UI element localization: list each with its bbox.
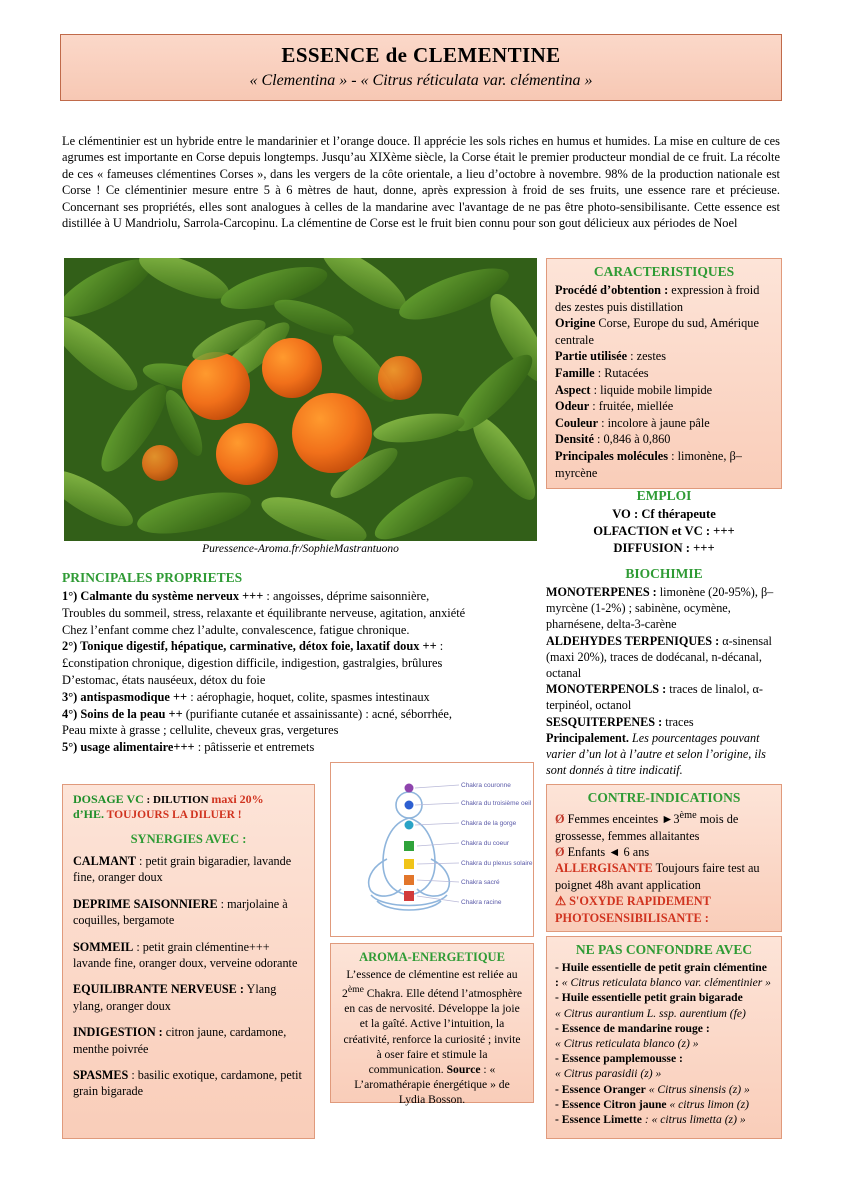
dosage-he-line bbox=[73, 807, 304, 822]
chakra-label-4: Chakra du plexus solaire bbox=[461, 860, 533, 867]
synergies-heading: SYNERGIES AVEC : bbox=[130, 832, 247, 846]
car-label: Aspect bbox=[555, 382, 591, 397]
proprietes-item bbox=[62, 706, 532, 723]
aroma-text-part2: Chakra. Elle détend l’atmosphère en cas de nervosité. Développe la joie et la gaîté. Active l’intuition, la créativité, renforce la curiosité ; invite à oser faire et stimule la communication. bbox=[343, 987, 522, 1077]
document-title-box bbox=[60, 34, 782, 101]
prop-bold: 5°) usage alimentaire+++ bbox=[62, 740, 195, 755]
biochimie-group bbox=[546, 714, 782, 730]
ne-pas-confondre-box bbox=[546, 936, 782, 1139]
bio-label: MONOTERPENOLS : bbox=[546, 682, 667, 697]
nc-label: - Huile essentielle de petit grain clémentine : bbox=[555, 961, 767, 990]
proprietes-item bbox=[62, 588, 532, 605]
synergy-item bbox=[73, 981, 304, 1014]
emploi-line: OLFACTION et VC : +++ bbox=[593, 524, 735, 538]
contre-heading: CONTRE-INDICATIONS bbox=[587, 790, 741, 805]
caracteristiques-row bbox=[555, 415, 773, 432]
prop-rest: Troubles du sommeil, stress, relaxante et équilibrante nerveuse, agitation, anxiété bbox=[62, 605, 466, 620]
aroma-source-label: Source bbox=[446, 1063, 481, 1077]
prop-rest: £constipation chronique, digestion difficile, indigestion, gastralgies, brûlures bbox=[62, 656, 443, 671]
car-label: Partie utilisée bbox=[555, 349, 628, 364]
contre-item bbox=[555, 844, 773, 860]
aroma-text-part3: : « L’aromathérapie énergétique » de Lydia Bosson. bbox=[354, 1063, 510, 1107]
forbidden-icon: Ø bbox=[555, 844, 565, 859]
contre-text: Enfants ◄ 6 ans bbox=[564, 844, 650, 859]
chakra-label-0: Chakra couronne bbox=[461, 782, 511, 789]
aroma-text-part1: L’essence de clémentine est reliée au 2 bbox=[342, 968, 518, 1001]
biochimie-note bbox=[546, 730, 782, 779]
caracteristiques-row bbox=[555, 382, 773, 399]
prop-bold: 1°) Calmante du système nerveux +++ bbox=[62, 589, 264, 603]
nc-value: « Citrus sinensis (z) » bbox=[645, 1082, 750, 1096]
proprietes-item bbox=[62, 739, 532, 756]
emploi-box bbox=[546, 488, 782, 557]
nc-label: - Essence pamplemousse : bbox=[555, 1052, 683, 1066]
car-label: Densité bbox=[555, 432, 594, 447]
allergisante-label: ALLERGISANTE bbox=[555, 861, 653, 876]
chakra-label-3: Chakra du coeur bbox=[461, 840, 510, 847]
car-value: : fruitée, miellée bbox=[589, 399, 674, 414]
prop-bold: 2°) Tonique digestif, hépatique, carminative, détox foie, laxatif doux ++ bbox=[62, 639, 437, 654]
synergy-value: : petit grain clémentine+++ lavande fine, oranger doux, verveine odorante bbox=[73, 939, 298, 971]
contre-text-end: mois de grossesse, femmes allaitantes bbox=[555, 812, 739, 843]
synergy-label: DEPRIME SAISONNIERE bbox=[73, 896, 218, 911]
confondre-item: « Citrus aurantium L. ssp. aurentium (fe) bbox=[555, 1006, 746, 1020]
bio-label: ALDEHYDES TERPENIQUES : bbox=[546, 633, 720, 648]
intro-paragraph: Le clémentinier est un hybride entre le mandarinier et l’orange douce. Il apprécie les sols riches en humus et humides. La mise en culture de ces agrumes est importante en Corse depuis longtemps. Jusqu’au XIXème siècle, la Corse était le premier producteur mondial de ce fruit. La récolte de ces « fameuses clémentines Corses », dans les vergers de la côte orientale, a lieu d’octobre à novembre. 98% de la production nationale est Corse ! Ce clémentinier mesure entre 5 à 6 mètres de haut, donne, après expression à froid de ses fruits, une essence rare et précieuse. Concernant ses propriétés, elles sont analogues à celles de la mandarine avec l'avantage de ne pas être photo-sensibilisante. Cette essence est distillée à U Mandriolu, Sarrola-Carcopinu. La clémentine de Corse est le fruit bien connu pour son gout délicieux aux périodes de Noel bbox=[62, 134, 780, 231]
nc-label: - Essence Oranger bbox=[555, 1082, 646, 1096]
caracteristiques-row bbox=[555, 431, 773, 448]
aroma-text bbox=[340, 967, 524, 1108]
dosage-label: DOSAGE VC bbox=[73, 792, 144, 806]
caracteristiques-row bbox=[555, 398, 773, 415]
aroma-sup: ème bbox=[347, 984, 364, 996]
proprietes-item bbox=[62, 672, 532, 689]
bio-label: Principalement. bbox=[546, 730, 629, 745]
car-label: Odeur bbox=[555, 399, 590, 414]
caracteristiques-row bbox=[555, 365, 773, 382]
chakra-diagram bbox=[330, 762, 534, 937]
document-subtitle: « Clementina » - « Citrus réticulata var. clémentina » bbox=[249, 72, 593, 89]
aroma-heading: AROMA-ENERGETIQUE bbox=[359, 950, 505, 964]
car-value: : zestes bbox=[627, 349, 666, 364]
caracteristiques-row bbox=[555, 448, 773, 481]
forbidden-icon: Ø bbox=[555, 812, 565, 827]
confondre-item: « Citrus reticulata blanco (z) » bbox=[555, 1037, 699, 1051]
document-title: ESSENCE de CLEMENTINE bbox=[281, 43, 561, 67]
confondre-item bbox=[555, 1097, 773, 1112]
prop-rest: : angoisses, déprime saisonnière, bbox=[263, 589, 430, 603]
dosage-synergies-box bbox=[62, 784, 315, 1139]
contre-item bbox=[555, 808, 773, 844]
prop-bold: 4°) Soins de la peau ++ bbox=[62, 706, 183, 721]
car-label: Principales molécules bbox=[555, 448, 669, 463]
proprietes-heading: PRINCIPALES PROPRIETES bbox=[62, 570, 243, 585]
proprietes-item bbox=[62, 655, 532, 672]
car-value: : limonène, β–myrcène bbox=[555, 448, 742, 480]
confondre-item bbox=[555, 960, 773, 990]
confondre-item: « Citrus parasidii (z) » bbox=[555, 1067, 662, 1081]
confondre-item bbox=[555, 1021, 773, 1036]
contre-allergisante bbox=[555, 860, 773, 893]
emploi-line: VO : Cf thérapeute bbox=[612, 507, 716, 521]
synergy-item bbox=[73, 853, 304, 886]
clementine-photo-illustration bbox=[64, 258, 537, 541]
he-label: d’HE. bbox=[73, 807, 105, 821]
biochimie-heading: BIOCHIMIE bbox=[625, 566, 703, 581]
synergy-value: citron jaune, cardamone, menthe poivrée bbox=[73, 1025, 287, 1056]
synergy-value: Ylang ylang, oranger doux bbox=[73, 982, 277, 1013]
synergy-item bbox=[73, 896, 304, 929]
car-label: Origine bbox=[555, 316, 596, 331]
prop-rest: Peau mixte à grasse ; cellulite, cheveux gras, vergetures bbox=[62, 723, 339, 738]
bio-value: traces de linalol, α-terpinéol, octanol bbox=[546, 682, 763, 713]
synergy-label: SPASMES bbox=[73, 1068, 129, 1083]
biochimie-group bbox=[546, 633, 782, 682]
contre-sup: ème bbox=[679, 810, 697, 821]
chakra-label-6: Chakra racine bbox=[461, 899, 502, 906]
bio-value: α-sinensal (maxi 20%), traces de dodécanal, n-décanal, octanal bbox=[546, 633, 772, 681]
car-value: : incolore à jaune pâle bbox=[598, 415, 710, 430]
car-value: : 0,846 à 0,860 bbox=[593, 432, 671, 447]
proprietes-item bbox=[62, 722, 532, 739]
proprietes-item bbox=[62, 689, 532, 706]
confondre-item bbox=[555, 1051, 773, 1066]
aroma-energetique-box bbox=[330, 943, 534, 1107]
prop-rest: Chez l’enfant comme chez l’adulte, convalescence, fatigue chronique. bbox=[62, 622, 410, 637]
chakra-label-5: Chakra sacré bbox=[461, 879, 500, 886]
prop-rest: D’estomac, états nauséeux, détox du foie bbox=[62, 672, 266, 687]
car-label: Procédé d’obtention : bbox=[555, 283, 669, 297]
contre-indications-box bbox=[546, 784, 782, 932]
caracteristiques-row bbox=[555, 282, 773, 315]
dilution-label: : DILUTION bbox=[143, 794, 212, 806]
caracteristiques-heading: CARACTERISTIQUES bbox=[593, 264, 735, 279]
prop-rest: : aérophagie, hoquet, colite, spasmes intestinaux bbox=[187, 689, 430, 704]
car-value: : liquide mobile limpide bbox=[590, 382, 713, 397]
proprietes-item bbox=[62, 605, 532, 622]
bio-value: limonène (20-95%), β–myrcène (1-2%) ; sabinène, ocymène, pharnésene, delta-3-carène bbox=[546, 585, 774, 632]
synergy-item bbox=[73, 1067, 304, 1100]
synergy-value: : petit grain bigaradier, lavande fine, oranger doux bbox=[73, 854, 292, 885]
caracteristiques-row bbox=[555, 315, 773, 348]
nc-value: : « citrus limetta (z) » bbox=[641, 1113, 746, 1127]
car-value: expression à froid des zestes puis distillation bbox=[555, 283, 760, 314]
nc-label: - Essence de mandarine rouge : bbox=[555, 1021, 710, 1035]
prop-rest: : bbox=[436, 639, 444, 654]
dosage-title bbox=[73, 792, 304, 807]
emploi-line: DIFFUSION : +++ bbox=[613, 541, 715, 555]
caracteristiques-box bbox=[546, 258, 782, 489]
synergy-label: CALMANT bbox=[73, 854, 136, 868]
emploi-heading: EMPLOI bbox=[636, 488, 692, 503]
synergy-item bbox=[73, 1024, 304, 1057]
synergy-item bbox=[73, 939, 304, 972]
bio-value: traces bbox=[662, 714, 694, 729]
proprietes-item bbox=[62, 622, 532, 639]
car-value: : Rutacées bbox=[594, 365, 649, 380]
biochimie-group bbox=[546, 681, 782, 713]
synergy-value: : marjolaine à coquilles, bergamote bbox=[73, 896, 288, 928]
synergy-value: : basilic exotique, cardamone, petit grain bigarade bbox=[73, 1068, 302, 1099]
confondre-item bbox=[555, 990, 773, 1005]
arrow-icon: ►3 bbox=[661, 812, 680, 827]
synergy-label: EQUILIBRANTE NERVEUSE : bbox=[73, 982, 244, 997]
bio-value: Les pourcentages pouvant varier d’un lot à l’autre et selon l’origine, ils sont donnés à titre indicatif. bbox=[546, 730, 766, 778]
biochimie-box bbox=[546, 566, 782, 778]
chakra-illustration bbox=[331, 763, 534, 937]
nc-label: - Essence Citron jaune bbox=[555, 1097, 667, 1111]
chakra-label-1: Chakra du troisième oeil bbox=[461, 800, 532, 807]
biochimie-group bbox=[546, 584, 782, 633]
proprietes-item bbox=[62, 638, 532, 655]
prop-rest: : pâtisserie et entremets bbox=[194, 740, 315, 755]
bio-label: MONOTERPENES : bbox=[546, 585, 657, 599]
nc-label: - Essence Limette bbox=[555, 1113, 642, 1127]
car-label: Couleur bbox=[555, 415, 599, 430]
bio-label: SESQUITERPENES : bbox=[546, 714, 663, 729]
car-label: Famille bbox=[555, 365, 595, 380]
contre-text: Femmes enceintes bbox=[564, 812, 662, 827]
dosage-warning: TOUJOURS LA DILUER ! bbox=[104, 809, 242, 821]
chakra-label-2: Chakra de la gorge bbox=[461, 820, 517, 827]
oxydation-warning: ⚠ S'OXYDE RAPIDEMENT PHOTOSENSIBILISANTE : bbox=[555, 894, 711, 925]
nc-value: « Citrus reticulata blanco var. clémentinier » bbox=[558, 976, 771, 990]
car-value: Corse, Europe du sud, Amérique centrale bbox=[555, 316, 759, 347]
confondre-heading: NE PAS CONFONDRE AVEC bbox=[575, 942, 753, 957]
confondre-item bbox=[555, 1082, 773, 1097]
photo-caption: Puressence-Aroma.fr/SophieMastrantuono bbox=[202, 543, 399, 555]
allergisante-text: Toujours faire test au poignet 48h avant application bbox=[555, 861, 760, 892]
proprietes-section bbox=[62, 570, 532, 756]
synergy-label: SOMMEIL bbox=[73, 939, 134, 954]
caracteristiques-row bbox=[555, 348, 773, 365]
nc-value: « citrus limon (z) bbox=[666, 1097, 749, 1111]
synergy-label: INDIGESTION : bbox=[73, 1025, 163, 1040]
nc-label: - Huile essentielle petit grain bigarade bbox=[555, 991, 743, 1005]
clementine-photo bbox=[64, 258, 537, 541]
confondre-item bbox=[555, 1112, 773, 1127]
dilution-maxi: maxi 20% bbox=[211, 792, 264, 806]
prop-rest: (purifiante cutanée et assainissante) : acné, séborrhée, bbox=[182, 706, 453, 721]
prop-bold: 3°) antispasmodique ++ bbox=[62, 689, 188, 704]
